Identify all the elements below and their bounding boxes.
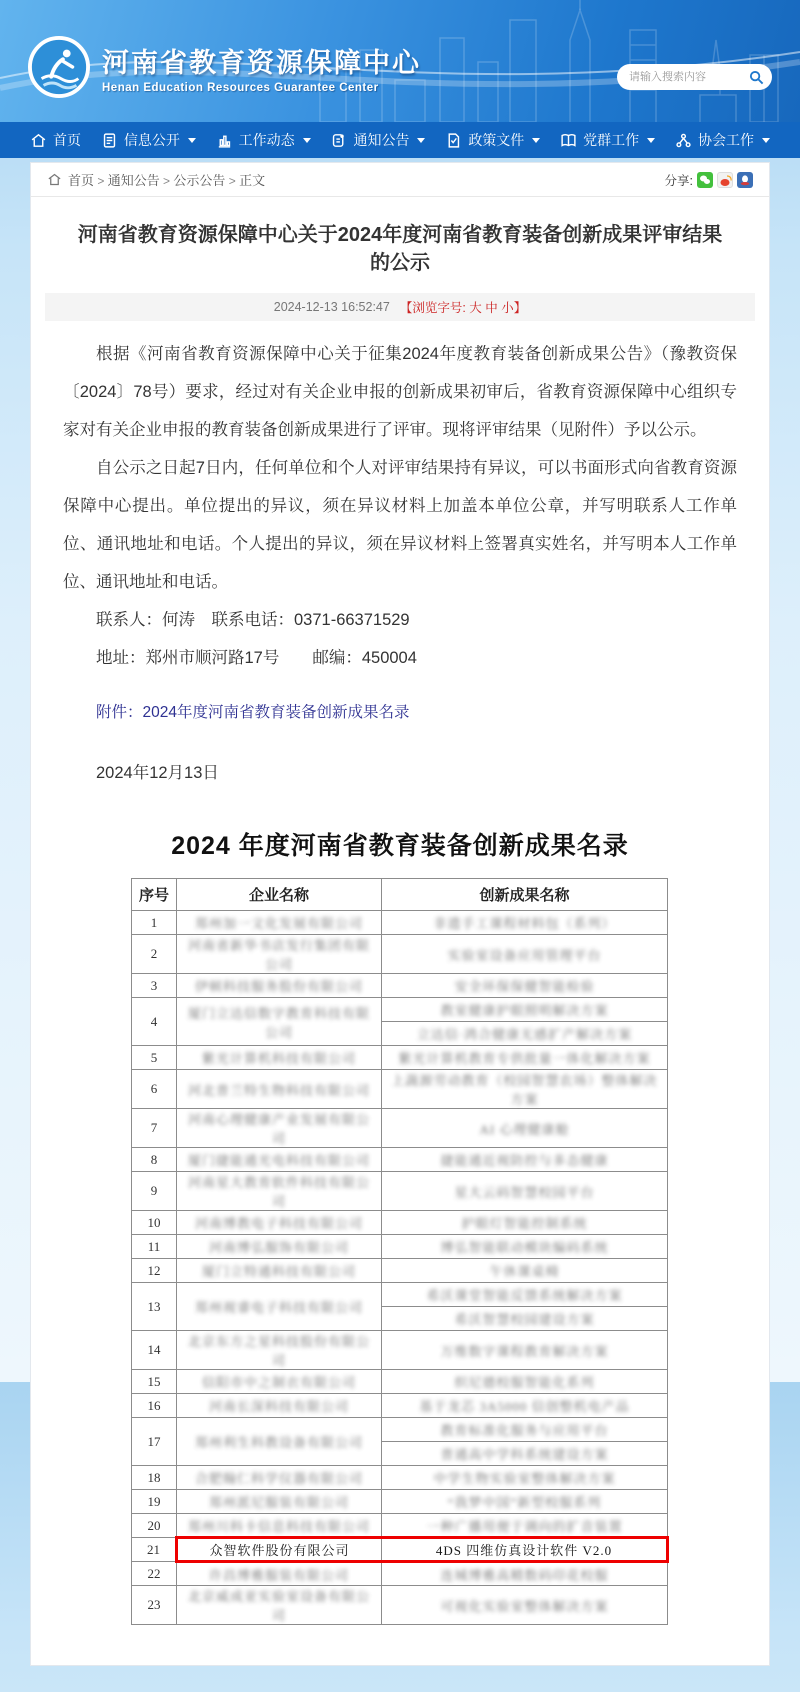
nav-item-association[interactable] — [675, 130, 770, 150]
chevron-down-icon — [188, 138, 196, 143]
company-cell: 北京威成亚实验室设备有限公司 — [177, 1586, 382, 1625]
site-subtitle: Henan Education Resources Guarantee Center — [102, 81, 379, 94]
bell-icon — [330, 132, 347, 149]
row-number-cell: 4 — [132, 998, 177, 1046]
wechat-share-icon[interactable] — [697, 172, 713, 188]
company-cell: 伊顿科技服务股份有限公司 — [177, 974, 382, 998]
doc-icon — [101, 132, 118, 149]
result-cell: AI 心理健康舱 — [382, 1109, 668, 1148]
company-cell: 厦门立达信数字教育科技有限公司 — [177, 998, 382, 1046]
annex-section — [31, 826, 769, 1625]
table-row — [132, 1586, 668, 1625]
result-cell: 万维数字课程教育解决方案 — [382, 1331, 668, 1370]
qq-share-icon[interactable] — [737, 172, 753, 188]
nav-item-label: 协会工作 — [697, 132, 754, 148]
company-cell: 厦门捷能通光电科技有限公司 — [177, 1148, 382, 1172]
row-number-cell: 22 — [132, 1562, 177, 1586]
breadcrumb-item[interactable]: 公示公告 — [173, 173, 226, 188]
company-cell: 众智软件股份有限公司 — [177, 1538, 382, 1562]
share-label: 分享: — [664, 173, 693, 188]
result-cell: 午休课桌椅 — [382, 1259, 668, 1283]
nav-item-label: 党群工作 — [583, 132, 640, 148]
attachment-row — [63, 693, 737, 732]
result-cell: 教室健康护眼照明解决方案 — [382, 998, 668, 1022]
table-row — [132, 1235, 668, 1259]
result-cell: 教育标准化服务与应用平台 — [382, 1418, 668, 1442]
row-number-cell: 13 — [132, 1283, 177, 1331]
nav-item-label: 首页 — [53, 132, 81, 148]
chevron-down-icon — [417, 138, 425, 143]
result-cell: 紫光计算机教育专供批量一体化解决方案 — [382, 1046, 668, 1070]
company-cell: 河南星大教育软件科技有限公司 — [177, 1172, 382, 1211]
site-header — [0, 0, 800, 122]
result-cell: 实验室设备应用管理平台 — [382, 935, 668, 974]
site-title: 河南省教育资源保障中心 — [102, 47, 421, 78]
search-box — [617, 64, 772, 90]
contact-line: 联系人：何涛 联系电话：0371-66371529 — [96, 611, 410, 629]
chevron-down-icon — [762, 138, 770, 143]
table-row — [132, 1070, 668, 1109]
col-header-result: 创新成果名称 — [382, 879, 668, 911]
main-nav — [0, 122, 800, 158]
table-row — [132, 1490, 668, 1514]
result-cell: 非遗手工课程材料包（系列） — [382, 911, 668, 935]
table-row — [132, 911, 668, 935]
sign-date: 2024年12月13日 — [96, 764, 219, 782]
chevron-down-icon — [303, 138, 311, 143]
table-row — [132, 1148, 668, 1172]
result-cell: 上蔬源劳动教育（校园智慧农场）整体解决方案 — [382, 1070, 668, 1109]
search-input[interactable] — [629, 71, 749, 83]
company-cell: 郑州派尼服装有限公司 — [177, 1490, 382, 1514]
search-icon[interactable] — [749, 70, 764, 85]
result-cell: 博弘智能联动模块编码系统 — [382, 1235, 668, 1259]
row-number-cell: 5 — [132, 1046, 177, 1070]
result-cell: “我梦中国”新型校服系列 — [382, 1490, 668, 1514]
result-cell: 4DS 四维仿真设计软件 V2.0 — [382, 1538, 668, 1562]
row-number-cell: 17 — [132, 1418, 177, 1466]
table-row — [132, 1283, 668, 1307]
company-cell: 郑州川科卡信息科技有限公司 — [177, 1514, 382, 1538]
nav-item-policy[interactable] — [445, 130, 540, 150]
nav-item-label: 工作动态 — [238, 132, 295, 148]
company-cell: 河南博弘服饰有限公司 — [177, 1235, 382, 1259]
table-row — [132, 1046, 668, 1070]
company-cell: 河南长深科技有限公司 — [177, 1394, 382, 1418]
book-icon — [560, 132, 577, 149]
company-cell: 河南心理健康产业发展有限公司 — [177, 1109, 382, 1148]
weibo-share-icon[interactable] — [717, 172, 733, 188]
table-title: 2024 年度河南省教育装备创新成果名录 — [171, 832, 629, 860]
row-number-cell: 18 — [132, 1466, 177, 1490]
company-cell: 郑州视睿电子科技有限公司 — [177, 1283, 382, 1331]
share-bar — [665, 171, 753, 189]
company-cell: 郑州利生科教设备有限公司 — [177, 1418, 382, 1466]
article-body — [31, 321, 769, 792]
company-cell: 河北普兰特生物科技有限公司 — [177, 1070, 382, 1109]
result-cell: 星大云码智慧校园平台 — [382, 1172, 668, 1211]
table-row — [132, 1538, 668, 1562]
site-logo — [28, 36, 90, 98]
table-row — [132, 1211, 668, 1235]
table-row — [132, 1109, 668, 1148]
company-cell: 厦门立特通科技有限公司 — [177, 1259, 382, 1283]
nav-item-notice[interactable] — [330, 130, 425, 150]
company-cell: 信阳市中之制衣有限公司 — [177, 1370, 382, 1394]
company-cell: 郑州加一文化发展有限公司 — [177, 911, 382, 935]
chevron-down-icon — [647, 138, 655, 143]
row-number-cell: 6 — [132, 1070, 177, 1109]
company-cell: 许昌博雅服装有限公司 — [177, 1562, 382, 1586]
col-header-no: 序号 — [132, 879, 177, 911]
table-row — [132, 1172, 668, 1211]
policy-icon — [445, 132, 462, 149]
nav-item-label: 通知公告 — [353, 132, 410, 148]
row-number-cell: 8 — [132, 1148, 177, 1172]
col-header-company: 企业名称 — [177, 879, 382, 911]
row-number-cell: 23 — [132, 1586, 177, 1625]
table-row — [132, 1259, 668, 1283]
company-cell: 北京东方之星科技股份有限公司 — [177, 1331, 382, 1370]
result-cell: 护眼灯智能控制系统 — [382, 1211, 668, 1235]
row-number-cell: 9 — [132, 1172, 177, 1211]
publish-datetime: 2024-12-13 16:52:47 — [273, 300, 390, 314]
breadcrumb-separator: > — [94, 174, 108, 188]
company-cell: 紫光计算机科技有限公司 — [177, 1046, 382, 1070]
nav-item-dynamics[interactable] — [216, 130, 311, 150]
breadcrumb-separator: > — [225, 174, 240, 188]
home-icon — [30, 132, 47, 149]
result-cell: 连城博雅高精数码印花校服 — [382, 1562, 668, 1586]
breadcrumb — [47, 170, 265, 189]
attachment-link[interactable]: 附件：2024年度河南省教育装备创新成果名录 — [96, 704, 410, 721]
result-cell: 可视化实验室整体解决方案 — [382, 1586, 668, 1625]
breadcrumb-item[interactable]: 通知公告 — [107, 173, 160, 188]
nav-item-label: 信息公开 — [123, 132, 180, 148]
result-cell: 希沃课堂智能反馈系统解决方案 — [382, 1283, 668, 1307]
result-cell: 立达信·鸿合健康无感扩产解决方案 — [382, 1022, 668, 1046]
company-cell: 合肥翰仁科学仪器有限公司 — [177, 1466, 382, 1490]
company-cell: 河南省新华书店发行集团有限公司 — [177, 935, 382, 974]
table-header-row — [132, 879, 668, 911]
row-number-cell: 7 — [132, 1109, 177, 1148]
result-cell: 希沃智慧校园建设方案 — [382, 1307, 668, 1331]
row-number-cell: 1 — [132, 911, 177, 935]
table-row — [132, 1331, 668, 1370]
table-row — [132, 1514, 668, 1538]
result-cell: 捷能通近视防控与多态健康 — [382, 1148, 668, 1172]
row-number-cell: 10 — [132, 1211, 177, 1235]
article-meta — [45, 293, 755, 321]
table-row — [132, 998, 668, 1022]
paragraph: 根据《河南省教育资源保障中心关于征集2024年度教育装备创新成果公告》（豫教资保〔2024〕78号）要求，经过对有关企业申报的创新成果初审后，省教育资源保障中心组织专家对有关企业申报的教育装备创新成果进行了评审。现将评审结果（见附件）予以公示。 — [63, 345, 737, 439]
paragraph: 自公示之日起7日内，任何单位和个人对评审结果持有异议，可以书面形式向省教育资源保障中心提出。单位提出的异议，须在异议材料上加盖本单位公章，并写明联系人工作单位、通讯地址和电话。个人提出的异议，须在异议材料上签署真实姓名，并写明本人工作单位、通讯地址和电话。 — [63, 459, 737, 591]
nav-item-home[interactable] — [30, 130, 81, 150]
page-title: 河南省教育资源保障中心关于2024年度河南省教育装备创新成果评审结果的公示 — [77, 224, 723, 274]
result-cell: 织尼德校服智能化系列 — [382, 1370, 668, 1394]
breadcrumb-item: 正文 — [239, 173, 266, 188]
address-line: 地址：郑州市顺河路17号 邮编：450004 — [96, 649, 417, 667]
chevron-down-icon — [532, 138, 540, 143]
nav-item-party[interactable] — [560, 130, 655, 150]
table-row — [132, 974, 668, 998]
row-number-cell: 12 — [132, 1259, 177, 1283]
row-number-cell: 14 — [132, 1331, 177, 1370]
row-number-cell: 20 — [132, 1514, 177, 1538]
table-row — [132, 1466, 668, 1490]
table-row — [132, 1562, 668, 1586]
company-cell: 河南博教电子科技有限公司 — [177, 1211, 382, 1235]
row-number-cell: 15 — [132, 1370, 177, 1394]
breadcrumb-row — [31, 163, 769, 197]
people-icon — [675, 132, 692, 149]
row-number-cell: 16 — [132, 1394, 177, 1418]
breadcrumb-item[interactable]: 首页 — [68, 173, 95, 188]
font-size-switch[interactable]: 【浏览字号: 大 中 小】 — [399, 301, 527, 315]
row-number-cell: 11 — [132, 1235, 177, 1259]
table-row — [132, 935, 668, 974]
nav-item-label: 政策文件 — [468, 132, 525, 148]
row-number-cell: 21 — [132, 1538, 177, 1562]
table-row — [132, 1394, 668, 1418]
article-page — [30, 162, 770, 1666]
result-cell: 普通高中学科系统建设方案 — [382, 1442, 668, 1466]
result-cell: 基于龙芯 3A5000 信创整机电产品 — [382, 1394, 668, 1418]
row-number-cell: 2 — [132, 935, 177, 974]
row-number-cell: 3 — [132, 974, 177, 998]
results-table — [131, 878, 669, 1625]
breadcrumb-separator: > — [159, 174, 174, 188]
chart-icon — [216, 132, 233, 149]
result-cell: 安全环保保健智能检验 — [382, 974, 668, 998]
home-icon — [47, 172, 62, 187]
nav-item-info[interactable] — [101, 130, 196, 150]
result-cell: 一种广播用便于调向的扩音装置 — [382, 1514, 668, 1538]
result-cell: 中学生物实验室整体解决方案 — [382, 1466, 668, 1490]
row-number-cell: 19 — [132, 1490, 177, 1514]
table-row — [132, 1418, 668, 1442]
